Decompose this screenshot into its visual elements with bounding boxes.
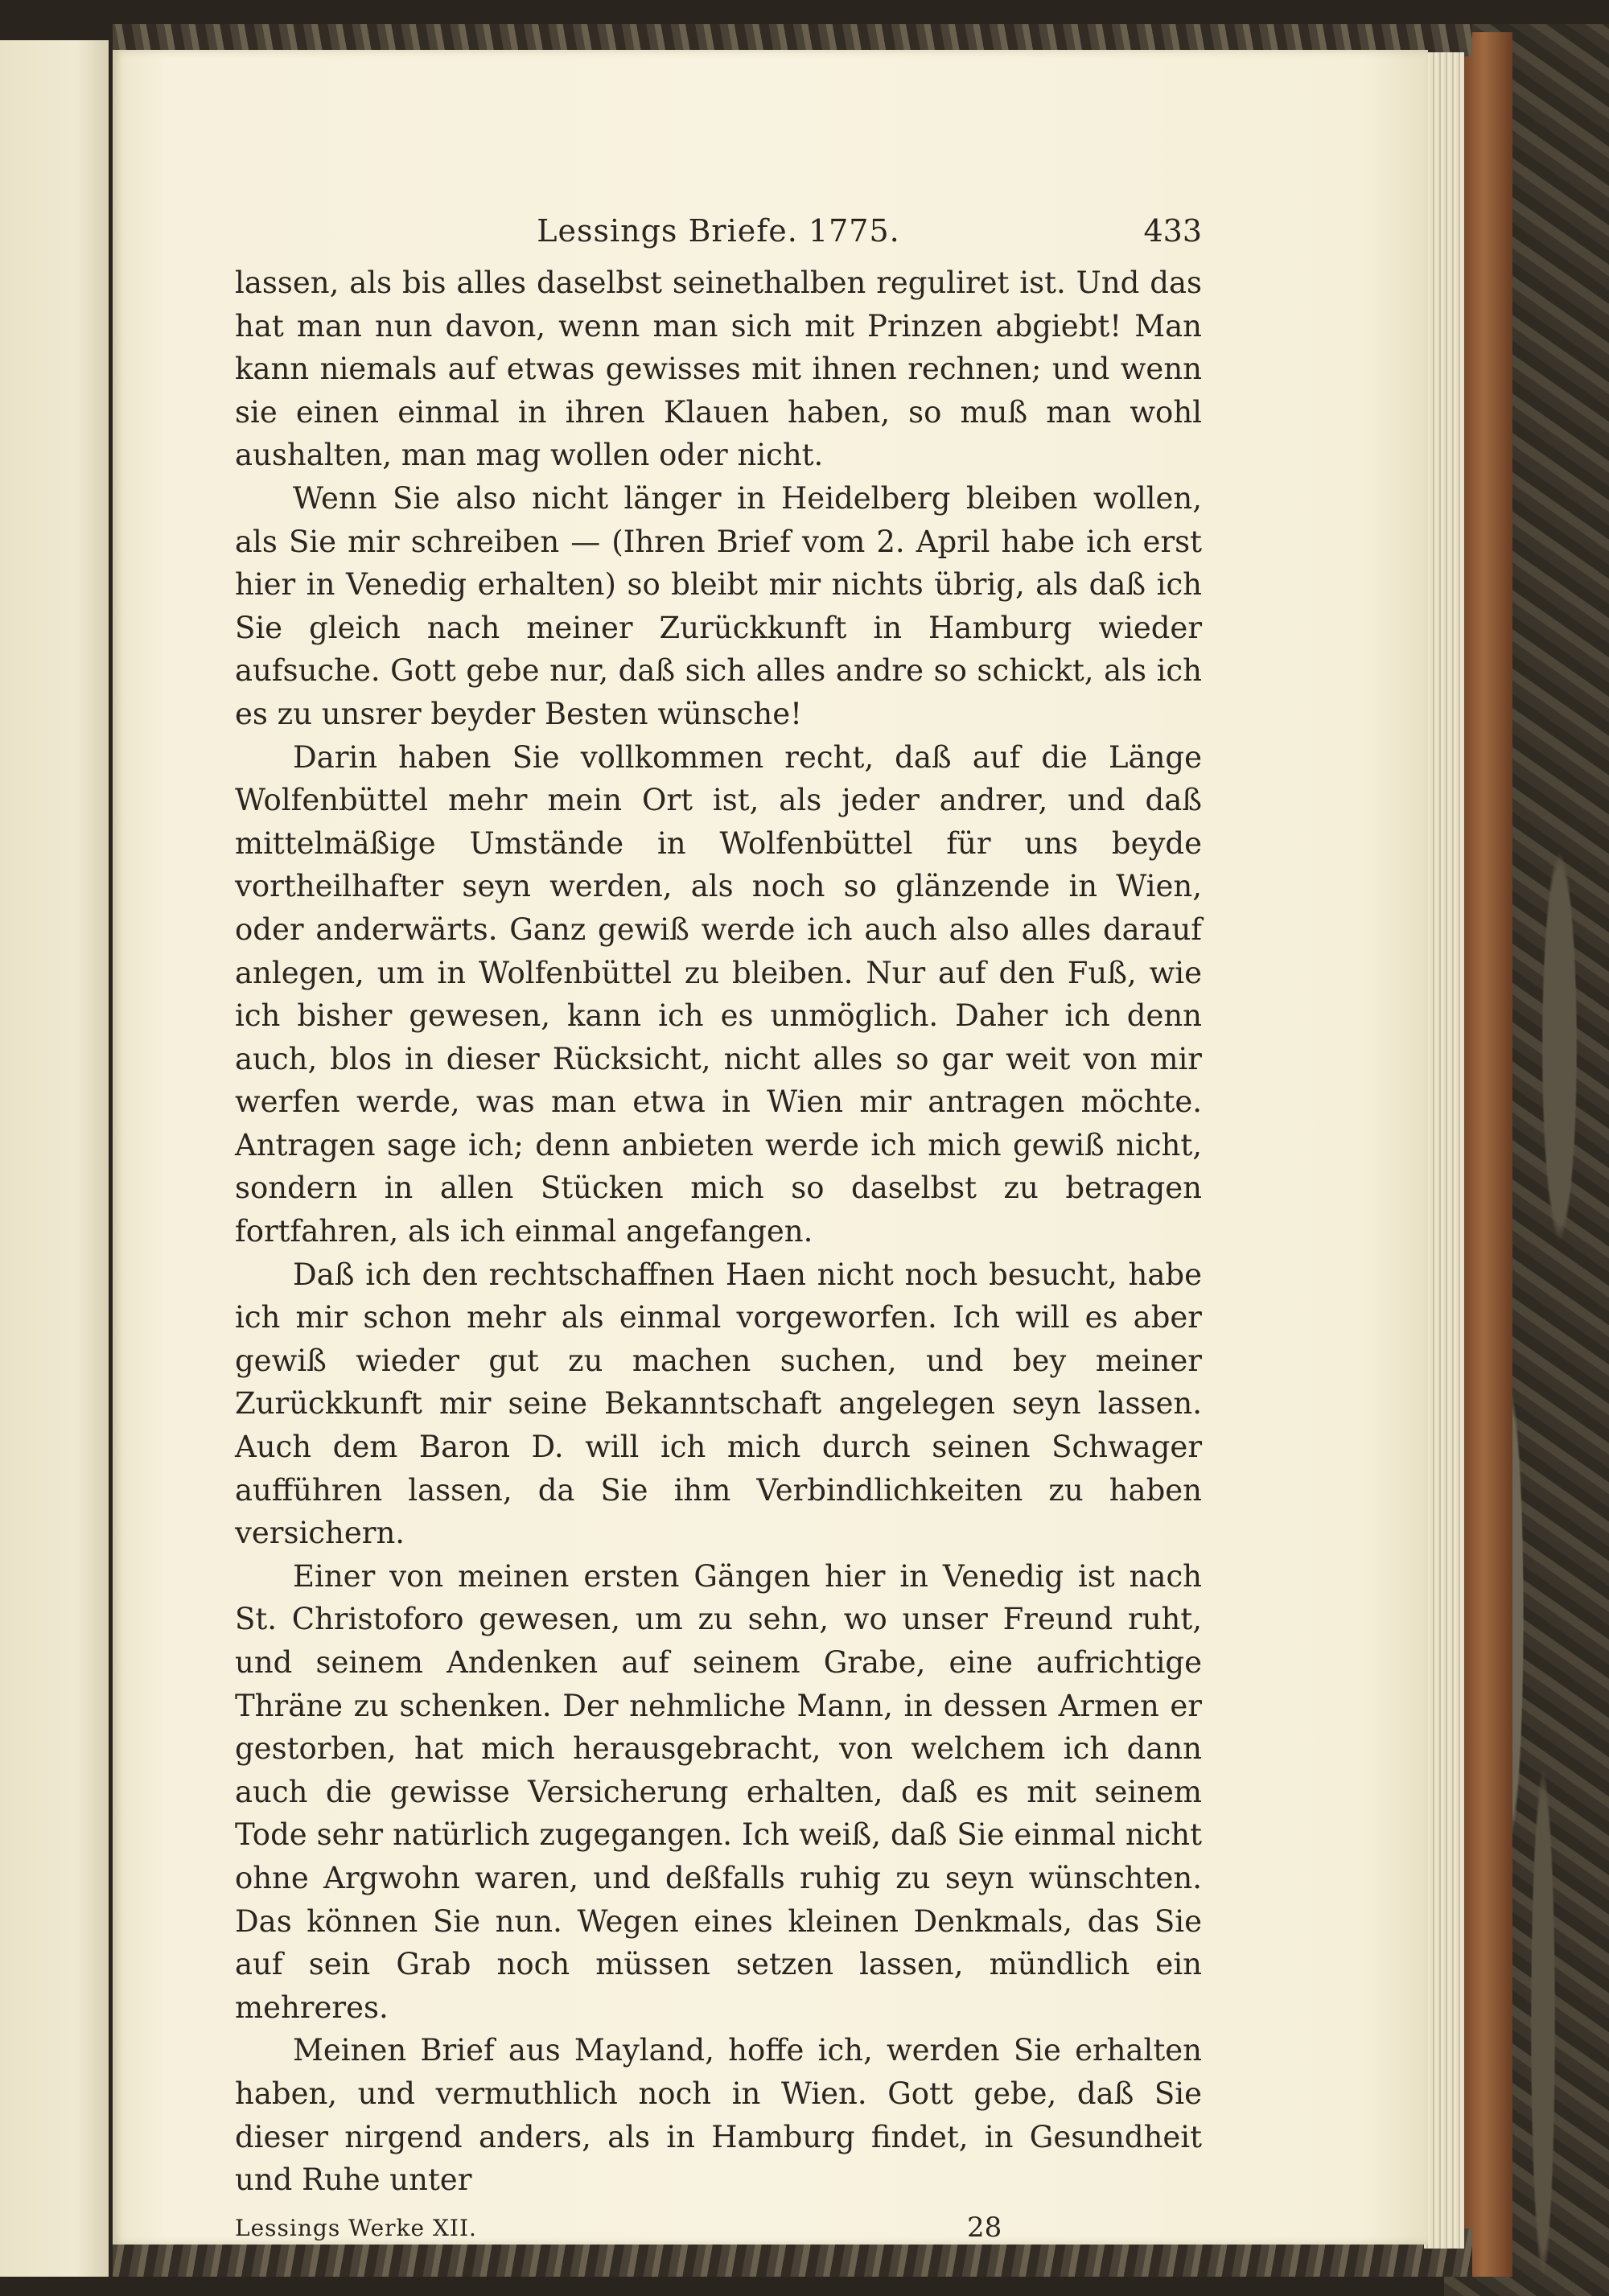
paragraph-4: Daß ich den rechtschaffnen Haen nicht noch besucht, habe ich mir schon mehr als einmal vorgeworfen. Ich will es aber gewiß wieder gut zu machen suchen, und bey meiner Zurückkunft mir seine Bekanntschaft angelegen seyn lassen. Auch dem Baron D. will ich mich durch seinen Schwager aufführen lassen, da Sie ihm Verbindlichkeiten zu haben versichern. <box>235 1257 1202 1551</box>
paragraph-5: Einer von meinen ersten Gängen hier in Venedig ist nach St. Christoforo gewesen, um zu sehn, wo unser Freund ruht, und seinem Andenken auf seinem Grabe, eine aufrichtige Thräne zu schenken. Der nehmliche Mann, in dessen Armen er gestorben, hat mich herausgebracht, von welchem ich dann auch die gewisse Versicherung erhalten, daß es mit seinem Tode sehr natürlich zugegangen. Ich weiß, daß Sie einmal nicht ohne Argwohn waren, und deßfalls ruhig zu seyn wünschten. Das können Sie nun. Wegen eines kleinen Denkmals, das Sie auf sein Grab noch müssen setzen lassen, mündlich ein mehreres. <box>235 1558 1202 2025</box>
paragraph-1: lassen, als bis alles daselbst seinethalben reguliret ist. Und das hat man nun davon, wenn man sich mit Prinzen abgiebt! Man kann niemals auf etwas gewisses mit ihnen rechnen; und wenn sie einen einmal in ihren Klauen haben, so muß man wohl aushalten, man mag wollen oder nicht. <box>235 265 1202 473</box>
page-number: 433 <box>1143 213 1202 249</box>
page-footer <box>235 2211 1202 2255</box>
text-block <box>235 213 1202 2255</box>
paragraph-3: Darin haben Sie vollkommen recht, daß auf die Länge Wolfenbüttel mehr mein Ort ist, als jeder andrer, und daß mittelmäßige Umstände in Wolfenbüttel für uns beyde vortheilhafter seyn werden, als noch so glänzende in Wien, oder anderwärts. Ganz gewiß werde ich auch also alles darauf anlegen, um in Wolfenbüttel zu bleiben. Nur auf den Fuß, wie ich bisher gewesen, kann ich es unmöglich. Daher ich denn auch, blos in dieser Rücksicht, nicht alles so gar weit von mir werfen werde, was man etwa in Wien mir antragen möchte. Antragen sage ich; denn anbieten werde ich mich gewiß nicht, sondern in allen Stücken mich so daselbst zu betragen fortfahren, als ich einmal angefangen. <box>235 739 1202 1249</box>
signature-mark: 28 <box>967 2211 1002 2244</box>
paragraph-2: Wenn Sie also nicht länger in Heidelberg bleiben wollen, als Sie mir schreiben — (Ihren Brief vom 2. April habe ich erst hier in Venedig erhalten) so bleibt mir nichts übrig, als daß ich Sie gleich nach meiner Zurückkunft in Hamburg wieder aufsuche. Gott gebe nur, daß sich alles andre so schickt, als ich es zu unsrer beyder Besten wünsche! <box>235 480 1202 731</box>
paragraph-6: Meinen Brief aus Mayland, hoffe ich, werden Sie erhalten haben, und vermuthlich noch in Wien. Gott gebe, daß Sie dieser nirgend anders, als in Hamburg findet, in Gesundheit und Ruhe unter <box>235 2033 1202 2198</box>
leather-spine-edge <box>1464 32 1512 2277</box>
page-stack-edge <box>1424 52 1464 2249</box>
verso-page-edge <box>0 40 109 2277</box>
letter-body <box>235 261 1202 2202</box>
running-head <box>235 213 1202 261</box>
signature-line: Lessings Werke XII. <box>235 2214 477 2241</box>
running-title: Lessings Briefe. 1775. <box>537 213 900 249</box>
